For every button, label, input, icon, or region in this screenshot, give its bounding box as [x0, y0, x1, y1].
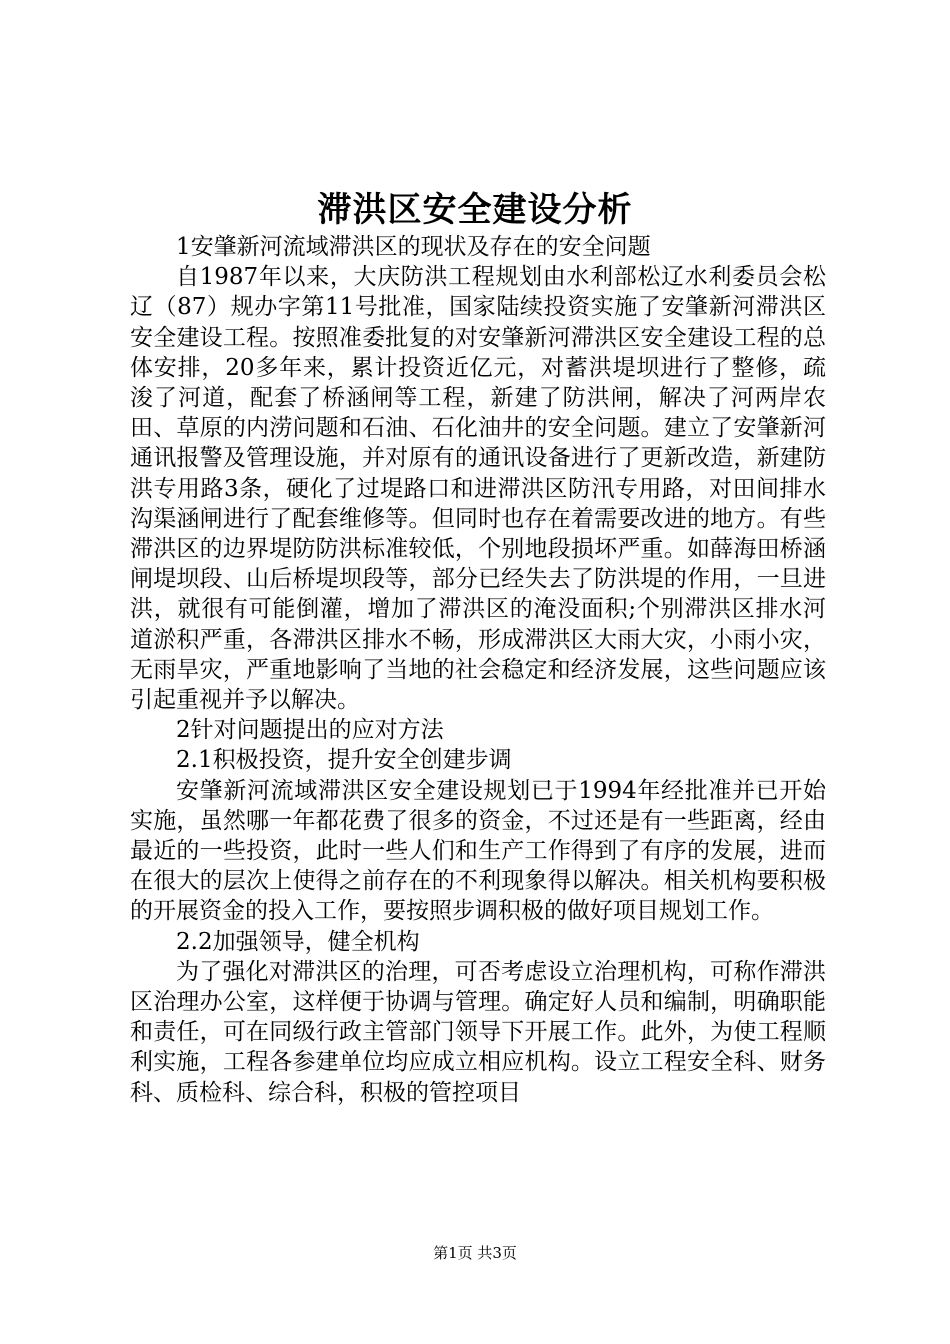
- body-paragraph: 安肇新河流域滞洪区安全建设规划已于1994年经批准并已开始实施，虽然哪一年都花费了很多的资金，不过还是有一些距离，经由最近的一些投资，此时一些人们和生产工作得到了有序的发展，进而在很大的层次上使得之前存在的不利现象得以解决。相关机构要积极的开展资金的投入工作，要按照步调积极的做好项目规划工作。: [130, 777, 826, 925]
- subsection-heading-2-1: 2.1积极投资，提升安全创建步调: [176, 747, 512, 774]
- body-paragraph: 为了强化对滞洪区的治理，可否考虑设立治理机构，可称作滞洪区治理办公室，这样便于协调与管理。确定好人员和编制，明确职能和责任，可在同级行政主管部门领导下开展工作。此外，为使工程顺利实施，工程各参建单位均应成立相应机构。设立工程安全科、财务科、质检科、综合科，积极的管控项目: [130, 958, 826, 1106]
- subsection-heading-2-2: 2.2加强领导，健全机构: [176, 928, 420, 955]
- document-body: [130, 232, 826, 1108]
- section-heading-1: 1安肇新河流域滞洪区的现状及存在的安全问题: [176, 234, 651, 260]
- document-title: 滞洪区安全建设分析: [317, 190, 633, 230]
- body-paragraph: 自1987年以来，大庆防洪工程规划由水利部松辽水利委员会松辽（87）规办字第11号批准，国家陆续投资实施了安肇新河滞洪区安全建设工程。按照准委批复的对安肇新河滞洪区安全建设工程的总体安排，20多年来，累计投资近亿元，对蓄洪堤坝进行了整修，疏浚了河道，配套了桥涵闸等工程，新建了防洪闸，解决了河两岸农田、草原的内涝问题和石油、石化油井的安全问题。建立了安肇新河通讯报警及管理设施，并对原有的通讯设备进行了更新改造，新建防洪专用路3条，硬化了过堤路口和进滞洪区防汛专用路，对田间排水沟渠涵闸进行了配套维修等。但同时也存在着需要改进的地方。有些滞洪区的边界堤防防洪标准较低，个别地段损坏严重。如薛海田桥涵闸堤坝段、山后桥堤坝段等，部分已经失去了防洪堤的作用，一旦进洪，就很有可能倒灌，增加了滞洪区的淹没面积;个别滞洪区排水河道淤积严重，各滞洪区排水不畅，形成滞洪区大雨大灾，小雨小灾，无雨旱灾，严重地影响了当地的社会稳定和经济发展，这些问题应该引起重视并予以解决。: [130, 264, 826, 714]
- page-footer: 第1页 共3页: [433, 1244, 517, 1262]
- section-heading-2: 2针对问题提出的应对方法: [176, 717, 444, 744]
